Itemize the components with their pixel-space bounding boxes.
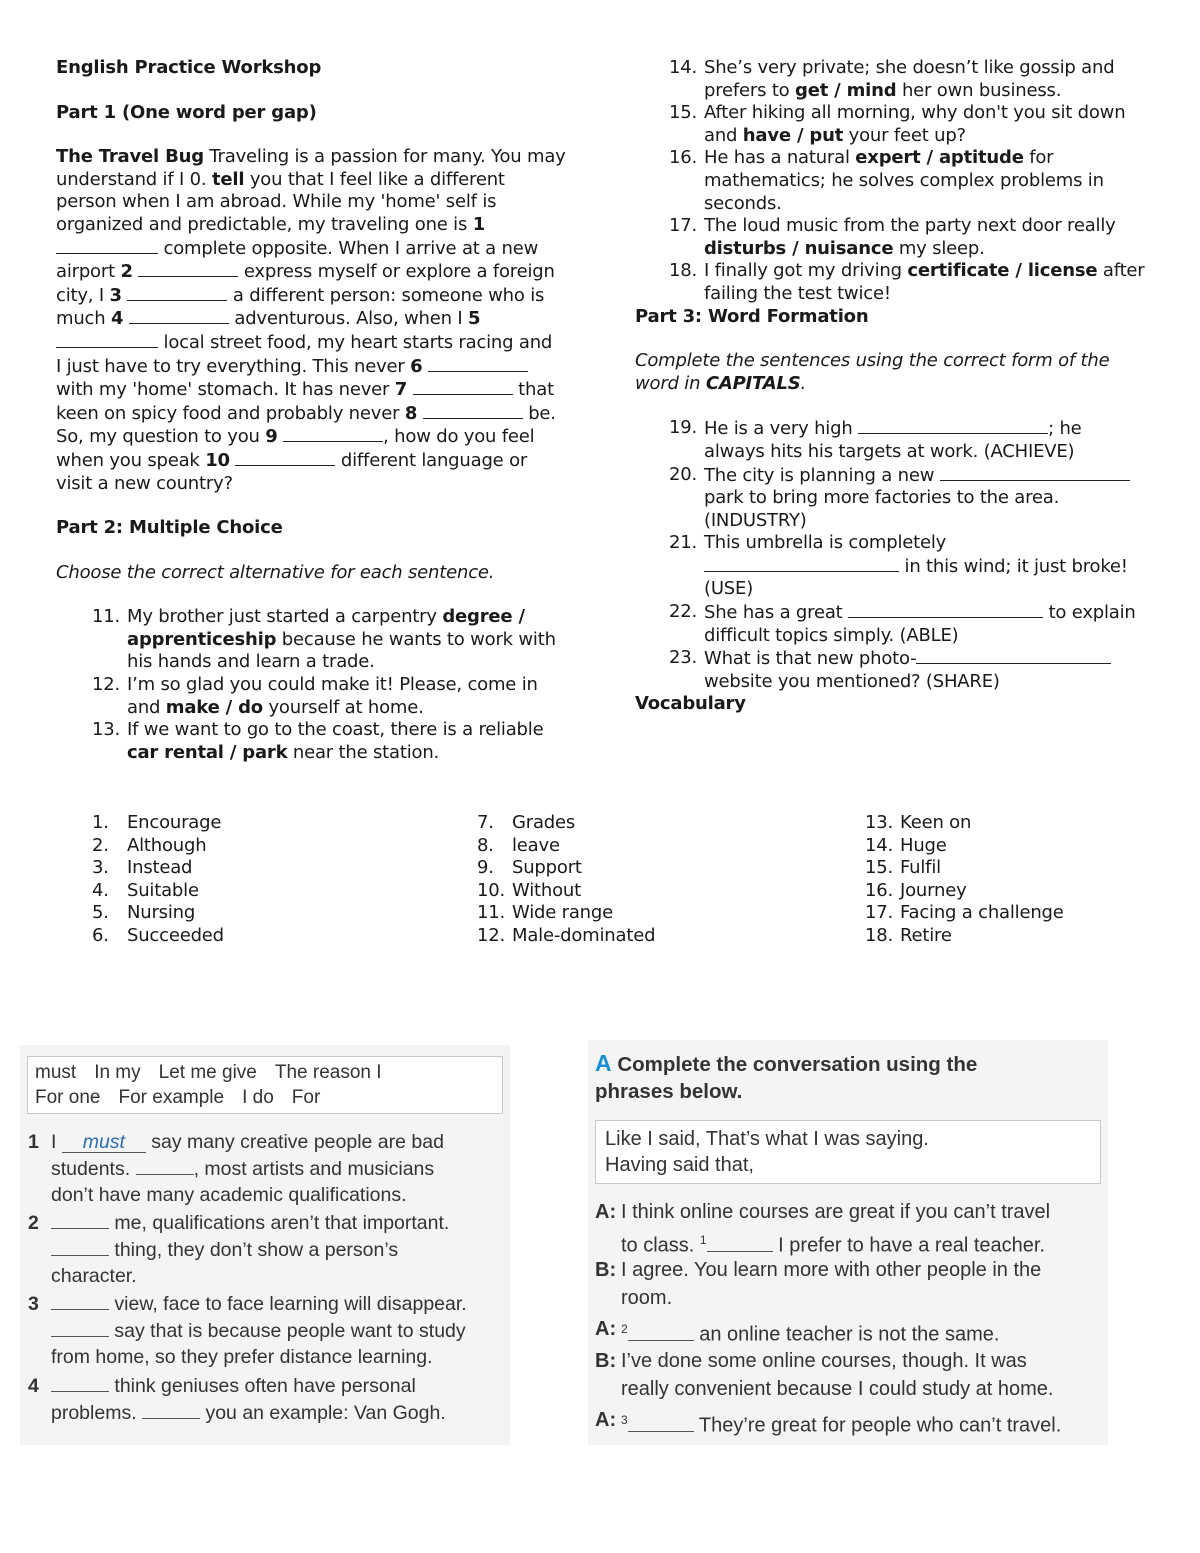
list-item: 11. Wide range [477,902,613,924]
list-item: 18. Retire [865,924,952,946]
page-title: English Practice Workshop [56,57,322,78]
list-item: 15. After hiking all morning, why don't you sit down and have / put your feet up? [669,102,1126,146]
list-item: 17. The loud music from the party next door really disturbs / nuisance my sleep. [669,215,1116,259]
vocabulary-column-1 [92,812,224,948]
answer-blank[interactable] [136,1156,194,1175]
vocabulary-column-3 [865,812,1064,948]
answer-blank[interactable] [51,1318,109,1337]
list-item: 6. Succeeded [92,924,224,946]
list-item: 19. He is a very high ; he always hits his targets at work. (ACHIEVE) [669,417,1082,462]
part3-list [635,417,1145,693]
answer-blank[interactable] [707,1233,773,1252]
dialogue-line: A: I think online courses are great if you can’t travel to class. $^1$ I prefer to have a real teacher. [595,1201,1051,1257]
answer-blank[interactable] [704,555,899,572]
choice[interactable]: car rental / park [127,741,288,763]
list-item: 8. leave [477,834,560,856]
exercise-title: A Complete the conversation using the phrases below. [595,1050,978,1103]
vocabulary-column-2 [477,812,655,948]
list-item: 21. This umbrella is completely in this wind; it just broke! (USE) [669,532,1128,600]
answer-blank[interactable] [142,1400,200,1419]
part1-story: The Travel Bug Traveling is a passion for many. You may understand if I 0. tell you that I feel like a different person when I am abroad. While my 'home' self is organized and predictable, my traveling one is 1 complete opposite. When I arrive at a new airport 2 express myself or explore a foreign city, I 3 a different person: someone who is much 4 adventurous. Also, when I 5 local street food, my heart starts racing and I just have to try everything. This never 6 with my 'home' stomach. It has never 7 that keen on spicy food and probably never 8 be. So, my question to you 9 , how do you feel when you speak 10 different language or visit a new country? [56,146,566,494]
list-item: 18. I finally got my driving certificate / license after failing the test twice! [669,260,1145,304]
answer-blank[interactable] [848,601,1043,618]
exercise-item-4: 4 think geniuses often have personal problems. you an example: Van Gogh. [28,1375,446,1424]
part2-heading: Part 2: Multiple Choice [56,517,283,539]
choice[interactable]: expert / aptitude [855,147,1024,169]
answer-blank[interactable] [858,417,1048,434]
exercise-item-3: 3 view, face to face learning will disappear. say that is because people want to study from home, so they prefer distance learning. [28,1293,467,1368]
phrases-exercise-left [20,1045,510,1445]
gap-2-blank[interactable] [138,260,238,277]
list-item: 14. She’s very private; she doesn’t like gossip and prefers to get / mind her own business. [669,57,1115,101]
part2-instruction: Choose the correct alternative for each sentence. [56,561,495,583]
list-item: 23. What is that new photo- website you mentioned? (SHARE) [669,647,1145,693]
gap-3-blank[interactable] [127,284,227,301]
list-item: 15. Fulfil [865,857,941,879]
list-item: 17. Facing a challenge [865,902,1064,924]
part2-list-b [635,57,1145,306]
part1-heading: Part 1 (One word per gap) [56,101,317,123]
vocabulary-heading: Vocabulary [635,693,746,715]
phrase-box: Like I said, That’s what I was saying. Having said that, [595,1120,1101,1184]
gap-6-blank[interactable] [428,355,528,372]
answer-blank[interactable] [51,1237,109,1256]
list-item: 20. The city is planning a new park to bring more factories to the area. (INDUSTRY) [669,464,1145,533]
part2-list-a [56,606,566,764]
list-item: 16. Journey [865,879,967,901]
list-item: 13. If we want to go to the coast, there is a reliable car rental / park near the station. [92,719,544,763]
list-item: 3. Instead [92,857,193,879]
part3-instruction: Complete the sentences using the correct form of the word in CAPITALS. [635,350,1110,394]
list-item: 16. He has a natural expert / aptitude for mathematics; he solves complex problems in seconds. [669,147,1104,214]
list-item: 12. Male-dominated [477,924,656,946]
list-item: 12. I’m so glad you could make it! Please, come in and make / do yourself at home. [92,674,538,718]
gap-9-blank[interactable] [283,425,383,442]
answer-blank[interactable] [51,1210,109,1229]
choice[interactable]: disturbs / nuisance [704,237,894,259]
choice[interactable]: get / mind [795,79,897,101]
right-column [635,57,1145,716]
exercise-letter: A [595,1050,612,1076]
conversation-exercise [588,1040,1108,1445]
gap-7-blank[interactable] [413,378,513,395]
answer-blank[interactable] [51,1373,109,1392]
choice[interactable]: have / put [742,124,844,146]
exercise-item-1: 1 I must say many creative people are bad students. , most artists and musicians don’t have many academic qualifications. [28,1131,444,1206]
story-title: The Travel Bug [56,146,204,168]
example-answer: must [62,1132,146,1153]
list-item: 5. Nursing [92,902,196,924]
gap-4-blank[interactable] [129,307,229,324]
gap-10-blank[interactable] [235,449,335,466]
answer-blank[interactable] [628,1413,694,1432]
left-column [56,57,566,764]
word-box: must In my Let me give The reason I For one For example I do For [27,1056,503,1114]
choice[interactable]: make / do [165,696,263,718]
dialogue-line: A: $^2$ an online teacher is not the same. [595,1318,1000,1346]
answer-blank[interactable] [628,1322,694,1341]
choice[interactable]: degree / apprenticeship [127,606,525,650]
choice[interactable]: certificate / license [907,260,1098,282]
list-item: 10. Without [477,879,581,901]
list-item: 4. Suitable [92,879,199,901]
list-item: 1. Encourage [92,812,222,833]
list-item: 22. She has a great to explain difficult topics simply. (ABLE) [669,601,1136,646]
gap-8-blank[interactable] [423,402,523,419]
dialogue-line: A: $^3$ They’re great for people who can’t travel. [595,1409,1062,1437]
answer-blank[interactable] [940,464,1130,481]
list-item: 2. Although [92,834,207,856]
gap-1-blank[interactable] [56,237,158,254]
list-item: 14. Huge [865,834,947,856]
part3-heading: Part 3: Word Formation [635,305,869,327]
list-item: 9. Support [477,857,582,879]
gap-5-blank[interactable] [56,331,158,348]
dialogue-line: B: I agree. You learn more with other people in the room. [595,1259,1042,1309]
list-item: 13. Keen on [865,812,972,833]
list-item: 11. My brother just started a carpentry degree / apprenticeship because he wants to work with his hands and learn a trade. [92,606,556,673]
exercise-item-2: 2 me, qualifications aren’t that important. thing, they don’t show a person’s character. [28,1212,450,1287]
dialogue-line: B: I’ve done some online courses, though. It was really convenient because I could study at home. [595,1350,1054,1400]
answer-blank[interactable] [916,647,1111,664]
answer-blank[interactable] [51,1291,109,1310]
list-item: 7. Grades [477,812,576,833]
